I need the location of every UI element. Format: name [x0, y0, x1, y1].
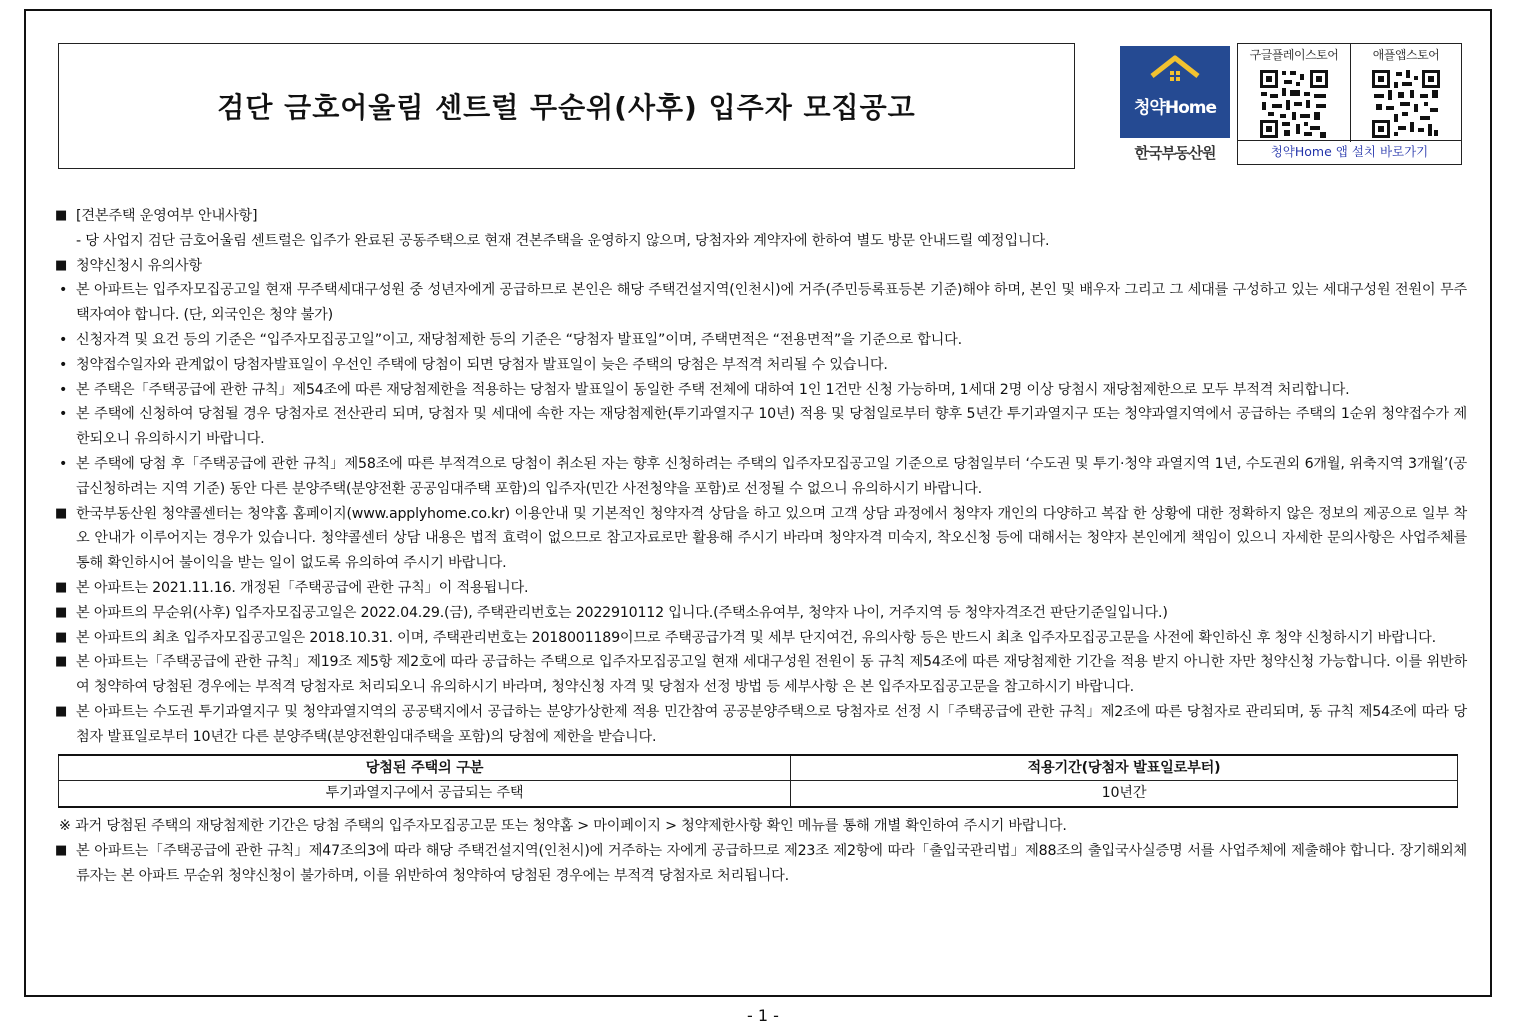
page-title: 검단 금호어울림 센트럴 무순위(사후) 입주자 모집공고: [217, 91, 916, 124]
notice-item: • 청약접수일자와 관계없이 당첨자발표일이 우선인 주택에 당첨이 되면 당첨자 발표일이 늦은 주택의 당첨은 부적격 처리될 수 있습니다.: [55, 353, 1467, 378]
notice-item: • 본 주택에 당첨 후「주택공급에 관한 규칙」제58조에 따른 부적격으로 당첨이 취소된 자는 향후 신청하려는 주택의 입주자모집공고일 기준으로 당첨일부터 ‘수도권 및 투기·청약 과열지역 1년, 수도권외 6개월, 위축지역 3개월’(공급신청하려는 지역 기준) 동안 다른 분양주택(분양전환 공공임대주택 포함)의 입주자(민간 사전청약을 포함)로 선정될 수 없으니 유의하시기 바랍니다.: [55, 452, 1467, 502]
notice-item: • 본 주택에 신청하여 당첨될 경우 당첨자로 전산관리 되며, 당첨자 및 세대에 속한 자는 재당첨제한(투기과열지구 10년) 적용 및 당첨일로부터 향후 5년간 투기과열지구 또는 청약과열지역에서 공급하는 주택의 1순위 청약접수가 제한되오니 유의하시기 바랍니다.: [55, 402, 1467, 452]
app-install-link[interactable]: 청약Home 앱 설치 바로가기: [1238, 140, 1461, 164]
logo-org: 한국부동산원: [1134, 144, 1216, 162]
notice-item: ■ 청약신청시 유의사항: [55, 254, 1467, 279]
notice-item: ※ 과거 당첨된 주택의 재당첨제한 기간은 당첨 주택의 입주자모집공고문 또는 청약홈 > 마이페이지 > 청약제한사항 확인 메뉴를 통해 개별 확인하여 주시기 바랍니다.: [59, 818, 1067, 835]
table-header: 적용기간(당첨자 발표일로부터): [791, 755, 1458, 781]
apple-store-label: 애플앱스토어: [1372, 48, 1440, 62]
table-header-row: [59, 755, 1458, 781]
notice-item: ■ 본 아파트는 2021.11.16. 개정된「주택공급에 관한 규칙」이 적용됩니다.: [55, 576, 1467, 601]
notice-list: [55, 204, 1467, 750]
qr-code-icon: [1258, 68, 1330, 140]
title-box: [58, 43, 1075, 169]
apple-store-qr[interactable]: [1350, 44, 1462, 142]
google-play-label: 구글플레이스토어: [1249, 48, 1339, 62]
qr-box: [1237, 43, 1462, 165]
page-number: - 1 -: [747, 1006, 779, 1025]
notice-item: - 당 사업지 검단 금호어울림 센트럴은 입주가 완료된 공동주택으로 현재 견본주택을 운영하지 않으며, 당첨자와 계약자에 한하여 별도 방문 안내드릴 예정입니다.: [76, 232, 1050, 249]
applyhome-logo[interactable]: [1120, 46, 1230, 168]
qr-code-icon: [1370, 68, 1442, 140]
notice-item: • 신청자격 및 요건 등의 기준은 “입주자모집공고일”이고, 재당첨제한 등의 기준은 “당첨자 발표일”이며, 주택면적은 “전용면적”을 기준으로 합니다.: [55, 328, 1467, 353]
notice-item: • 본 아파트는 입주자모집공고일 현재 무주택세대구성원 중 성년자에게 공급하므로 본인은 해당 주택건설지역(인천시)에 거주(주민등록표등본 기준)해야 하며, 본인 및 배우자 그리고 그 세대를 구성하고 있는 세대구성원 전원이 무주택자여야 합니다. (단, 외국인은 청약 불가): [55, 278, 1467, 328]
notice-item: • 본 주택은「주택공급에 관한 규칙」제54조에 따른 재당첨제한을 적용하는 당첨자 발표일이 동일한 주택 전체에 대하여 1인 1건만 신청 가능하며, 1세대 2명 이상 당첨시 재당첨제한으로 모두 부적격 처리합니다.: [55, 378, 1467, 403]
table-header: 당첨된 주택의 구분: [59, 755, 791, 781]
notice-item: ■ 본 아파트의 무순위(사후) 입주자모집공고일은 2022.04.29.(금), 주택관리번호는 2022910112 입니다.(주택소유여부, 청약자 나이, 거주지역 등 청약자격조건 판단기준일입니다.): [55, 601, 1467, 626]
notice-item: ■ 한국부동산원 청약콜센터는 청약홈 홈페이지(www.applyhome.co.kr) 이용안내 및 기본적인 청약자격 상담을 하고 있으며 고객 상담 과정에서 청약자 개인의 다양하고 복잡 한 상황에 대한 정확하지 않은 정보의 제공으로 일부 착오 안내가 이루어지는 경우가 있습니다. 청약콜센터 상담 내용은 법적 효력이 없으므로 참고자료로만 활용해 주시기 바라며 청약자격 미숙지, 착오신청 등에 대해서는 청약자 본인에게 책임이 있으니 자세한 문의사항은 사업주체를 통해 확인하시어 불이익을 받는 일이 없도록 유의하여 주시기 바랍니다.: [55, 502, 1467, 576]
notice-item: ■ [견본주택 운영여부 안내사항]: [55, 204, 1467, 229]
notice-item: ■ 본 아파트는「주택공급에 관한 규칙」제47조의3에 따라 해당 주택건설지역(인천시)에 거주하는 자에게 공급하므로 제23조 제2항에 따라「출입국관리법」제88조의 출입국사실증명 서를 사업주체에 제출해야 합니다. 장기해외체류자는 본 아파트 무순위 청약신청이 불가하며, 이를 위반하여 청약하여 당첨된 경우에는 부적격 당첨자로 처리됩니다.: [55, 839, 1467, 889]
table-cell: 투기과열지구에서 공급되는 주택: [59, 781, 791, 807]
google-play-qr[interactable]: [1238, 44, 1351, 142]
table-row: [59, 781, 1458, 807]
restriction-table: [58, 754, 1458, 809]
notice-content: [55, 204, 1467, 889]
house-icon: [1148, 54, 1202, 92]
notice-item: ■ 본 아파트는「주택공급에 관한 규칙」제19조 제5항 제2호에 따라 공급하는 주택으로 입주자모집공고일 현재 세대구성원 전원이 동 규칙 제54조에 따른 재당첨제한 기간을 적용 받지 아니한 자만 청약신청 가능합니다. 이를 위반하여 청약하여 당첨된 경우에는 부적격 당첨자로 처리되오니 유의하시기 바라며, 청약신청 자격 및 당첨자 선정 방법 등 세부사항 은 본 입주자모집공고문을 참고하시기 바랍니다.: [55, 650, 1467, 700]
logo-brand: 청약Home: [1134, 98, 1216, 118]
notice-item: ■ 본 아파트의 최초 입주자모집공고일은 2018.10.31. 이며, 주택관리번호는 2018001189이므로 주택공급가격 및 세부 단지여건, 유의사항 등은 반드시 최초 입주자모집공고문을 사전에 확인하신 후 청약 신청하시기 바랍니다.: [55, 626, 1467, 651]
notice-item: ■ 본 아파트는 수도권 투기과열지구 및 청약과열지역의 공공택지에서 공급하는 분양가상한제 적용 민간참여 공공분양주택으로 당첨자로 선정 시「주택공급에 관한 규칙」제2조에 따른 당첨자로 관리되며, 동 규칙 제54조에 따라 당첨자 발표일로부터 10년간 다른 분양주택(분양전환임대주택을 포함)의 당첨에 제한을 받습니다.: [55, 700, 1467, 750]
notice-list-after: [55, 814, 1467, 888]
table-cell: 10년간: [791, 781, 1458, 807]
